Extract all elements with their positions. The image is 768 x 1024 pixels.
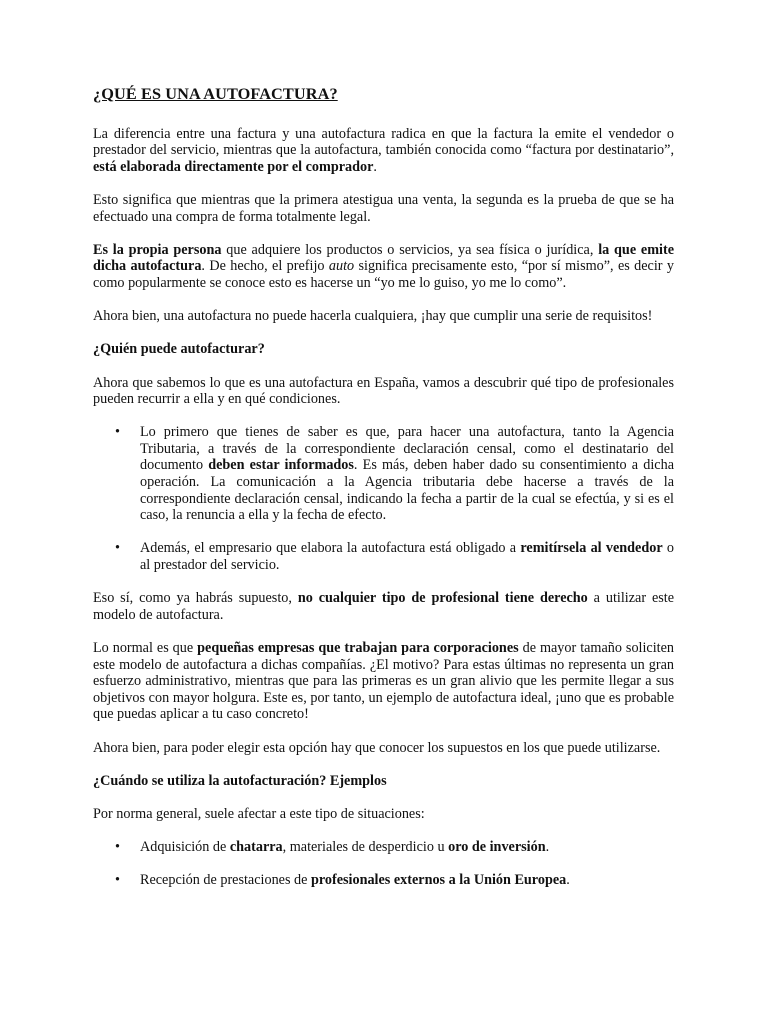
bullet-icon: • (115, 540, 120, 557)
list-item: • Adquisición de chatarra, materiales de desperdicio u oro de inversión. (115, 839, 550, 856)
paragraph-choose-option: Ahora bien, para poder elegir esta opción hay que conocer los supuestos en los que puede utilizarse. (93, 739, 661, 756)
list-item: • Lo primero que tienes de saber es que, para hacer una autofactura, tanto la Agencia Tributaria, a través de la correspondiente declaración censal, como el destinatario del documento deben estar informados. Es más, deben haber dado su consentimiento a dicha operación. La comunicación a la Agencia tributaria debe hacerse a través de la correspondiente declaración censal, indicando la fecha a partir de la cual se efectúa, y si es el caso, la renuncia a ella y la fecha de efecto. (115, 424, 675, 524)
situations-list (93, 839, 674, 889)
section-heading-when: ¿Cuándo se utiliza la autofacturación? Ejemplos (93, 772, 387, 789)
paragraph-meaning: Esto significa que mientras que la primera atestigua una venta, la segunda es la prueba de que se ha efectuado una compra de forma totalmente legal. (93, 191, 674, 225)
paragraph-intro-who: Ahora que sabemos lo que es una autofactura en España, vamos a descubrir qué tipo de profesionales pueden recurrir a ella y en qué condiciones. (93, 374, 674, 408)
paragraph-not-everyone: Eso sí, como ya habrás supuesto, no cualquier tipo de profesional tiene derecho a utilizar este modelo de autofactura. (93, 590, 674, 623)
list-item: • Además, el empresario que elabora la autofactura está obligado a remitírsela al vendedor o al prestador del servicio. (115, 540, 675, 574)
document-page (93, 86, 674, 906)
requirements-list (93, 424, 674, 573)
bullet-icon: • (115, 839, 120, 856)
section-heading-who: ¿Quién puede autofacturar? (93, 341, 265, 358)
bullet-icon: • (115, 424, 120, 441)
paragraph-situations: Por norma general, suele afectar a este tipo de situaciones: (93, 805, 425, 822)
paragraph-who-issues: Es la propia persona que adquiere los productos o servicios, ya sea física o jurídica, la que emite dicha autofactura. De hecho, el prefijo auto significa precisamente esto, “por sí mismo”, es decir y como popularmente se conoce esto es hacerse un “yo me lo guiso, yo me lo como”. (93, 241, 674, 291)
paragraph-definition: La diferencia entre una factura y una autofactura radica en que la factura la emite el vendedor o prestador del servicio, mientras que la autofactura, también conocida como “factura por destinatario”, está elaborada directamente por el comprador. (93, 125, 674, 175)
page-title: ¿QUÉ ES UNA AUTOFACTURA? (93, 84, 338, 103)
paragraph-requirements: Ahora bien, una autofactura no puede hacerla cualquiera, ¡hay que cumplir una serie de requisitos! (93, 308, 653, 325)
list-item: • Recepción de prestaciones de profesionales externos a la Unión Europea. (115, 872, 570, 889)
paragraph-normal-case: Lo normal es que pequeñas empresas que trabajan para corporaciones de mayor tamaño soliciten este modelo de autofactura a dichas compañías. ¿El motivo? Para estas últimas no representa un gran esfuerzo administrativo, mientras que para las primeras es un gran alivio que les permite llegar a sus objetivos con mayor holgura. Este es, por tanto, un ejemplo de autofactura ideal, ¡uno que es probable que puedas aplicar a tu caso concreto! (93, 640, 674, 723)
bullet-icon: • (115, 872, 120, 889)
